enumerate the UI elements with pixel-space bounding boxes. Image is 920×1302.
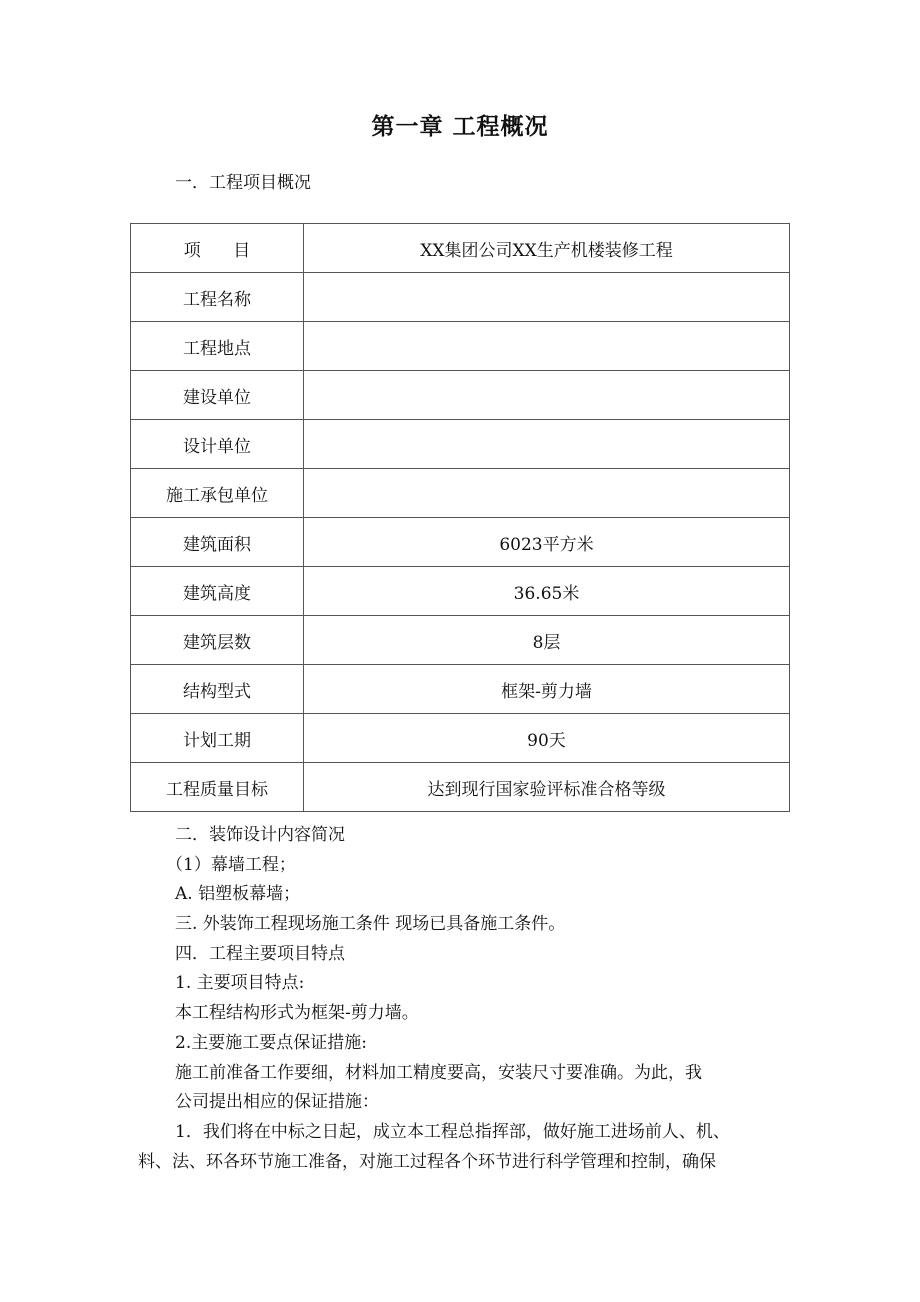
section-heading-project-overview: 一．工程项目概况 bbox=[175, 173, 311, 193]
row-label: 设计单位 bbox=[131, 420, 304, 469]
section-heading-project-features: 四．工程主要项目特点 bbox=[175, 944, 345, 964]
paragraph-line: （1）幕墙工程； bbox=[166, 855, 296, 875]
table-row bbox=[131, 371, 790, 420]
row-label: 项 目 bbox=[131, 224, 304, 273]
table-row bbox=[131, 567, 790, 616]
row-value: 达到现行国家验评标准合格等级 bbox=[304, 763, 790, 812]
project-info-table bbox=[130, 223, 790, 812]
table-row bbox=[131, 763, 790, 812]
row-label: 结构型式 bbox=[131, 665, 304, 714]
table-row bbox=[131, 273, 790, 322]
row-value: 90天 bbox=[304, 714, 790, 763]
row-value: 框架-剪力墙 bbox=[304, 665, 790, 714]
row-value: 6023平方米 bbox=[304, 518, 790, 567]
row-value: XX集团公司XX生产机楼装修工程 bbox=[304, 224, 790, 273]
table-row bbox=[131, 224, 790, 273]
table-row bbox=[131, 420, 790, 469]
paragraph-line: 公司提出相应的保证措施： bbox=[175, 1092, 379, 1112]
section-heading-decoration-design: 二．装饰设计内容简况 bbox=[175, 825, 345, 845]
row-label: 工程质量目标 bbox=[131, 763, 304, 812]
table-row bbox=[131, 665, 790, 714]
paragraph-line: 本工程结构形式为框架-剪力墙。 bbox=[175, 1003, 419, 1023]
row-value bbox=[304, 322, 790, 371]
row-label: 工程名称 bbox=[131, 273, 304, 322]
paragraph-line: 施工前准备工作要细，材料加工精度要高，安装尺寸要准确。为此，我 bbox=[175, 1063, 702, 1083]
row-value bbox=[304, 420, 790, 469]
table-row bbox=[131, 518, 790, 567]
paragraph-line: 2.主要施工要点保证措施: bbox=[175, 1033, 367, 1053]
chapter-title: 第一章 工程概况 bbox=[371, 114, 549, 140]
row-value bbox=[304, 371, 790, 420]
row-label: 工程地点 bbox=[131, 322, 304, 371]
row-label: 建筑层数 bbox=[131, 616, 304, 665]
table-row bbox=[131, 714, 790, 763]
section-heading-site-conditions: 三. 外装饰工程现场施工条件 现场已具备施工条件。 bbox=[175, 914, 566, 934]
paragraph-line: 1. 主要项目特点: bbox=[175, 973, 305, 993]
table-row bbox=[131, 469, 790, 518]
row-label: 施工承包单位 bbox=[131, 469, 304, 518]
table-row bbox=[131, 616, 790, 665]
paragraph-line: A. 铝塑板幕墙； bbox=[175, 884, 301, 904]
row-label: 建筑面积 bbox=[131, 518, 304, 567]
row-value: 8层 bbox=[304, 616, 790, 665]
row-label: 建筑高度 bbox=[131, 567, 304, 616]
row-value bbox=[304, 273, 790, 322]
paragraph-line: 1．我们将在中标之日起，成立本工程总指挥部，做好施工进场前人、机、 bbox=[175, 1122, 730, 1142]
row-value bbox=[304, 469, 790, 518]
table-row bbox=[131, 322, 790, 371]
row-label: 建设单位 bbox=[131, 371, 304, 420]
paragraph-line: 料、法、环各环节施工准备，对施工过程各个环节进行科学管理和控制，确保 bbox=[138, 1152, 716, 1172]
row-value: 36.65米 bbox=[304, 567, 790, 616]
row-label: 计划工期 bbox=[131, 714, 304, 763]
